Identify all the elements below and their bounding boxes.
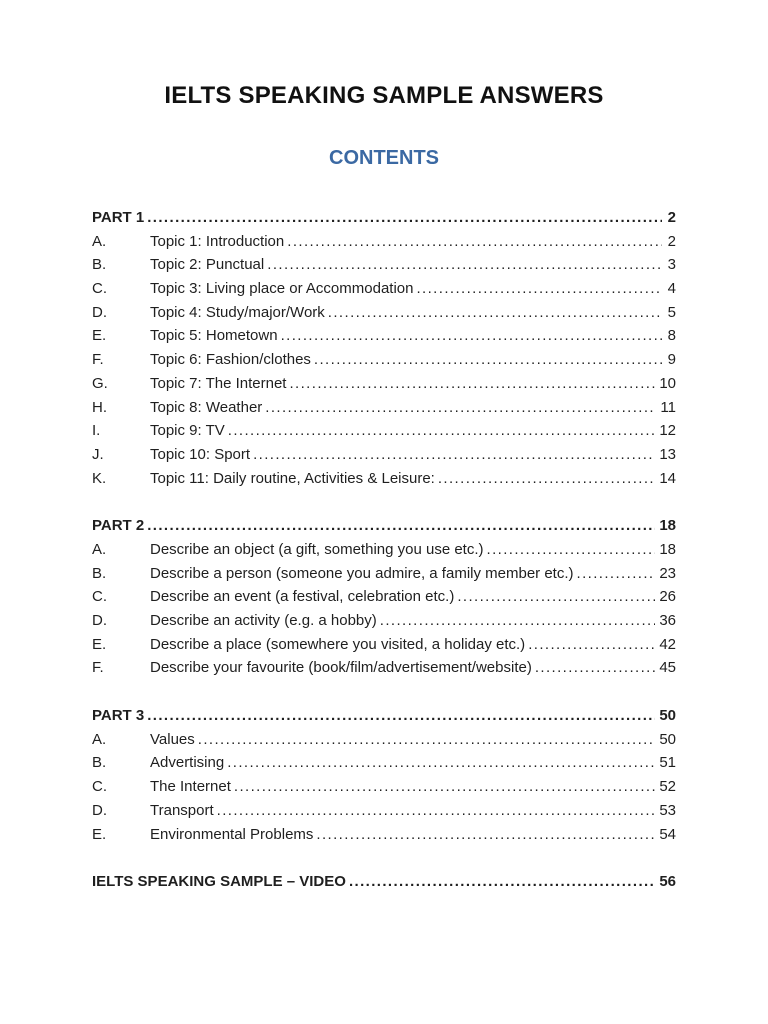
toc-page-number: 3 [667, 256, 676, 274]
toc-entry-title: Describe an event (a festival, celebration etc.) [150, 588, 455, 606]
table-of-contents [92, 206, 676, 894]
toc-entry-letter: D. [92, 303, 107, 321]
toc-dot-leader [289, 372, 655, 396]
toc-dot-leader [528, 633, 655, 657]
toc-section-row [92, 206, 676, 230]
toc-entry-row [92, 728, 676, 752]
toc-entry-letter: E. [92, 825, 107, 843]
toc-entry-row [92, 585, 676, 609]
toc-page-number: 36 [659, 612, 676, 629]
toc-entry-letter: C. [92, 588, 107, 606]
toc-entry-row [92, 799, 676, 823]
toc-entry-row [92, 467, 676, 491]
toc-dot-leader [217, 799, 656, 823]
toc-entry-row [92, 823, 676, 847]
toc-dot-leader [228, 419, 656, 443]
toc-entry-letter: C. [92, 778, 107, 796]
toc-dot-leader [147, 206, 662, 230]
toc-entry-title: Transport [150, 801, 214, 819]
toc-entry-title: The Internet [150, 778, 231, 796]
toc-entry-title: Topic 9: TV [150, 422, 225, 440]
toc-page-number: 4 [667, 280, 676, 298]
toc-dot-leader [198, 728, 656, 752]
toc-dot-leader [416, 277, 662, 301]
toc-page-number: 45 [659, 659, 676, 677]
toc-footer-row [92, 870, 676, 894]
toc-entry-letter: B. [92, 754, 107, 772]
toc-dot-leader [287, 230, 662, 254]
toc-entry-row [92, 277, 676, 301]
toc-entry-row [92, 633, 676, 657]
toc-entry-row [92, 775, 676, 799]
toc-dot-leader [265, 396, 656, 420]
toc-entry-row [92, 419, 676, 443]
toc-page-number: 13 [659, 445, 676, 463]
toc-page-number: 2 [667, 209, 676, 226]
toc-entry-title: Topic 1: Introduction [150, 232, 285, 250]
toc-entry-title: Topic 7: The Internet [150, 374, 287, 392]
toc-page-number: 11 [660, 398, 676, 416]
toc-dot-leader [349, 870, 655, 894]
toc-dot-leader [438, 467, 655, 491]
toc-page-number: 50 [659, 707, 676, 725]
toc-entry-row [92, 656, 676, 680]
toc-page-number: 10 [659, 374, 676, 392]
toc-entry-row [92, 751, 676, 775]
toc-entry-title: Describe a place (somewhere you visited, a holiday etc.) [150, 635, 526, 653]
toc-page-number: 51 [659, 754, 676, 772]
toc-page-number: 8 [667, 327, 676, 345]
toc-dot-leader [577, 562, 656, 586]
toc-section-heading: PART 1 [92, 209, 145, 226]
toc-page-number: 54 [659, 825, 676, 843]
toc-entry-row [92, 324, 676, 348]
toc-dot-leader [147, 514, 655, 538]
toc-entry-letter: C. [92, 280, 107, 298]
toc-entry-title: Topic 4: Study/major/Work [150, 303, 325, 321]
toc-page-number: 9 [667, 351, 676, 369]
toc-entry-title: Describe your favourite (book/film/advertisement/website) [150, 659, 532, 677]
toc-entry-title: Topic 5: Hometown [150, 327, 278, 345]
toc-dot-leader [487, 538, 656, 562]
toc-page-number: 42 [659, 635, 676, 653]
toc-entry-row [92, 348, 676, 372]
toc-page-number: 12 [659, 422, 676, 440]
toc-page-number: 52 [659, 778, 676, 796]
toc-dot-leader [147, 704, 655, 728]
toc-entry-letter: A. [92, 730, 107, 748]
toc-entry-title: Topic 8: Weather [150, 398, 263, 416]
toc-entry-row [92, 301, 676, 325]
toc-page-number: 5 [667, 303, 676, 321]
toc-dot-leader [328, 301, 662, 325]
toc-entry-title: Describe an activity (e.g. a hobby) [150, 612, 377, 629]
toc-entry-title: Describe a person (someone you admire, a family member etc.) [150, 564, 574, 582]
toc-entry-letter: E. [92, 635, 107, 653]
toc-entry-row [92, 538, 676, 562]
contents-heading: CONTENTS [329, 147, 439, 169]
toc-dot-leader [316, 823, 655, 847]
toc-dot-leader [227, 751, 655, 775]
toc-dot-leader [314, 348, 662, 372]
toc-dot-leader [234, 775, 655, 799]
toc-dot-leader [281, 324, 662, 348]
toc-entry-title: Topic 6: Fashion/clothes [150, 351, 311, 369]
toc-section [92, 514, 676, 680]
toc-dot-leader [380, 609, 656, 633]
toc-entry-row [92, 253, 676, 277]
toc-dot-leader [457, 585, 655, 609]
document-title: IELTS SPEAKING SAMPLE ANSWERS [164, 82, 604, 109]
toc-entry-letter: D. [92, 612, 107, 629]
toc-entry-letter: A. [92, 232, 107, 250]
toc-entry-row [92, 372, 676, 396]
toc-page-number: 53 [659, 801, 676, 819]
toc-footer [92, 870, 676, 894]
toc-page-number: 18 [659, 517, 676, 535]
toc-entry-letter: B. [92, 564, 107, 582]
toc-page-number: 18 [659, 540, 676, 558]
toc-page-number: 50 [659, 730, 676, 748]
toc-dot-leader [267, 253, 662, 277]
toc-section-heading: PART 3 [92, 707, 145, 725]
toc-section-heading: PART 2 [92, 517, 145, 535]
toc-section-row [92, 514, 676, 538]
toc-entry-letter: H. [92, 398, 107, 416]
toc-entry-letter: I. [92, 422, 101, 440]
toc-dot-leader [535, 656, 655, 680]
toc-entry-letter: K. [92, 469, 107, 487]
toc-entry-letter: B. [92, 256, 107, 274]
toc-entry-title: Topic 3: Living place or Accommodation [150, 280, 414, 298]
toc-entry-letter: F. [92, 659, 104, 677]
toc-entry-title: Topic 10: Sport [150, 445, 251, 463]
toc-section [92, 704, 676, 846]
toc-entry-letter: F. [92, 351, 104, 369]
toc-entry-row [92, 562, 676, 586]
toc-entry-title: Advertising [150, 754, 225, 772]
toc-entry-row [92, 230, 676, 254]
toc-page-number: 26 [659, 588, 676, 606]
toc-entry-row [92, 396, 676, 420]
toc-dot-leader [253, 443, 655, 467]
toc-entry-letter: J. [92, 445, 104, 463]
toc-entry-title: Values [150, 730, 195, 748]
toc-page-number: 23 [659, 564, 676, 582]
toc-entry-title: Topic 11: Daily routine, Activities & Leisure: [150, 469, 435, 487]
toc-page-number: 56 [659, 873, 676, 891]
toc-entry-title: Topic 2: Punctual [150, 256, 265, 274]
toc-entry-letter: A. [92, 540, 107, 558]
toc-entry-letter: D. [92, 801, 107, 819]
toc-entry-row [92, 443, 676, 467]
toc-section-row [92, 704, 676, 728]
toc-entry-title: Environmental Problems [150, 825, 314, 843]
toc-entry-title: Describe an object (a gift, something you use etc.) [150, 540, 484, 558]
toc-entry-letter: E. [92, 327, 107, 345]
toc-section [92, 206, 676, 490]
toc-page-number: 14 [659, 469, 676, 487]
toc-section-heading: IELTS SPEAKING SAMPLE – VIDEO [92, 873, 346, 891]
toc-page-number: 2 [667, 232, 676, 250]
toc-entry-letter: G. [92, 374, 108, 392]
toc-entry-row [92, 609, 676, 633]
